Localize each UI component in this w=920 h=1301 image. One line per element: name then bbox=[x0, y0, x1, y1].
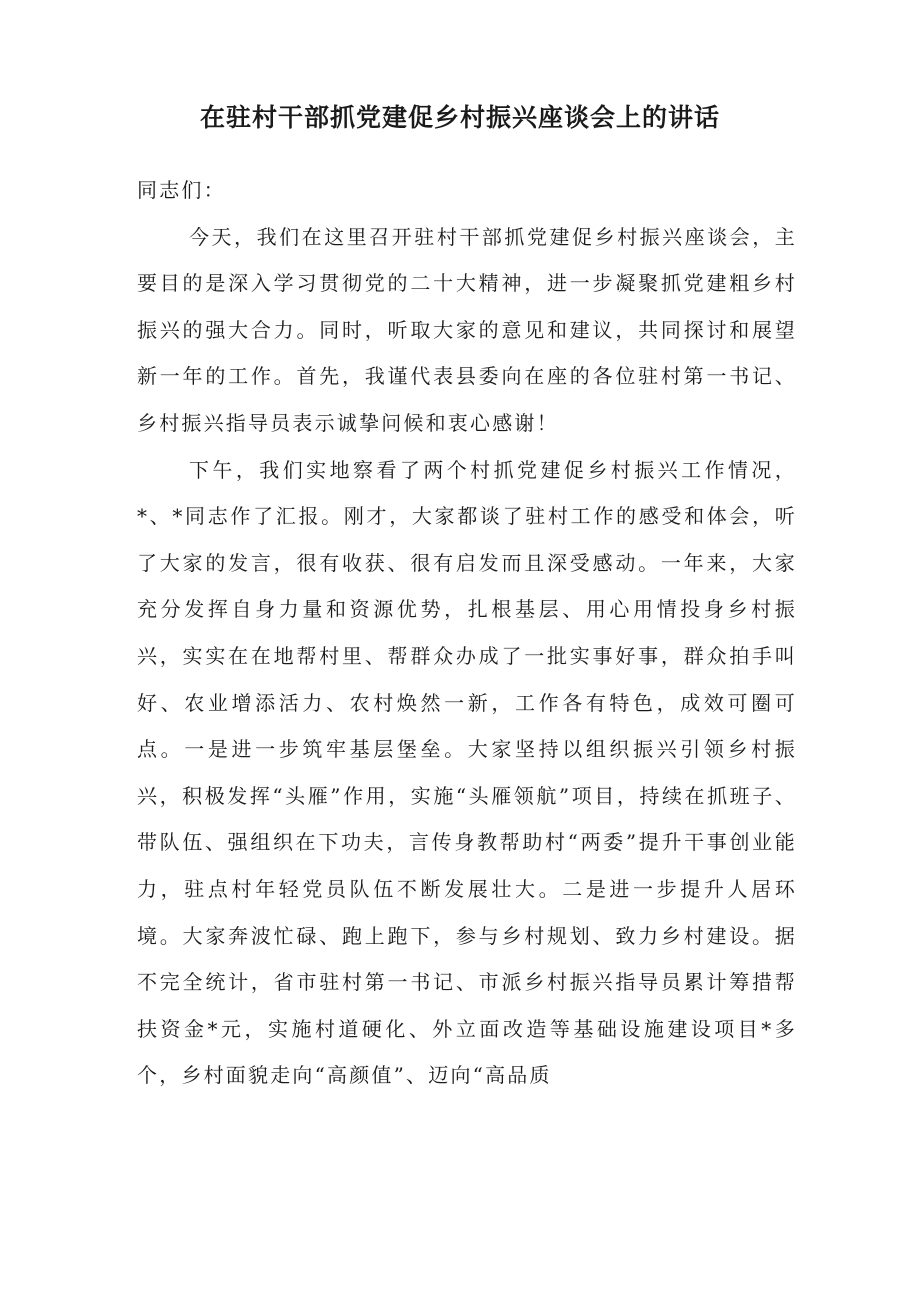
paragraph-opening: 今天，我们在这里召开驻村干部抓党建促乡村振兴座谈会，主要目的是深入学习贯彻党的二十大精神，进一步凝聚抓党建粗乡村振兴的强大合力。同时，听取大家的意见和建议，共同探讨和展望新一年的工作。首先，我谨代表县委向在座的各位驻村第一书记、乡村振兴指导员表示诚挚问候和衷心感谢！ bbox=[137, 224, 797, 435]
salutation: 同志们： bbox=[137, 178, 226, 202]
document-body bbox=[137, 167, 797, 1099]
document-title: 在驻村干部抓党建促乡村振兴座谈会上的讲话 bbox=[199, 103, 720, 132]
paragraph-achievements: 下午，我们实地察看了两个村抓党建促乡村振兴工作情况，*、*同志作了汇报。刚才，大家都谈了驻村工作的感受和体会，听了大家的发言，很有收获、很有启发而且深受感动。一年来，大家充分发挥自身力量和资源优势，扎根基层、用心用情投身乡村振兴，实实在在地帮村里、帮群众办成了一批实事好事，群众拍手叫好、农业增添活力、农村焕然一新，工作各有特色，成效可圈可点。一是进一步筑牢基层堡垒。大家坚持以组织振兴引领乡村振兴，积极发挥“头雁”作用，实施“头雁领航”项目，持续在抓班子、带队伍、强组织在下功夫，言传身教帮助村“两委”提升干事创业能力，驻点村年轻党员队伍不断发展壮大。二是进一步提升人居环境。大家奔波忙碌、跑上跑下，参与乡村规划、致力乡村建设。据不完全统计，省市驻村第一书记、市派乡村振兴指导员累计筹措帮扶资金*元，实施村道硬化、外立面改造等基础设施建设项目*多个，乡村面貌走向“高颜值”、迈向“高品质 bbox=[137, 457, 797, 1088]
